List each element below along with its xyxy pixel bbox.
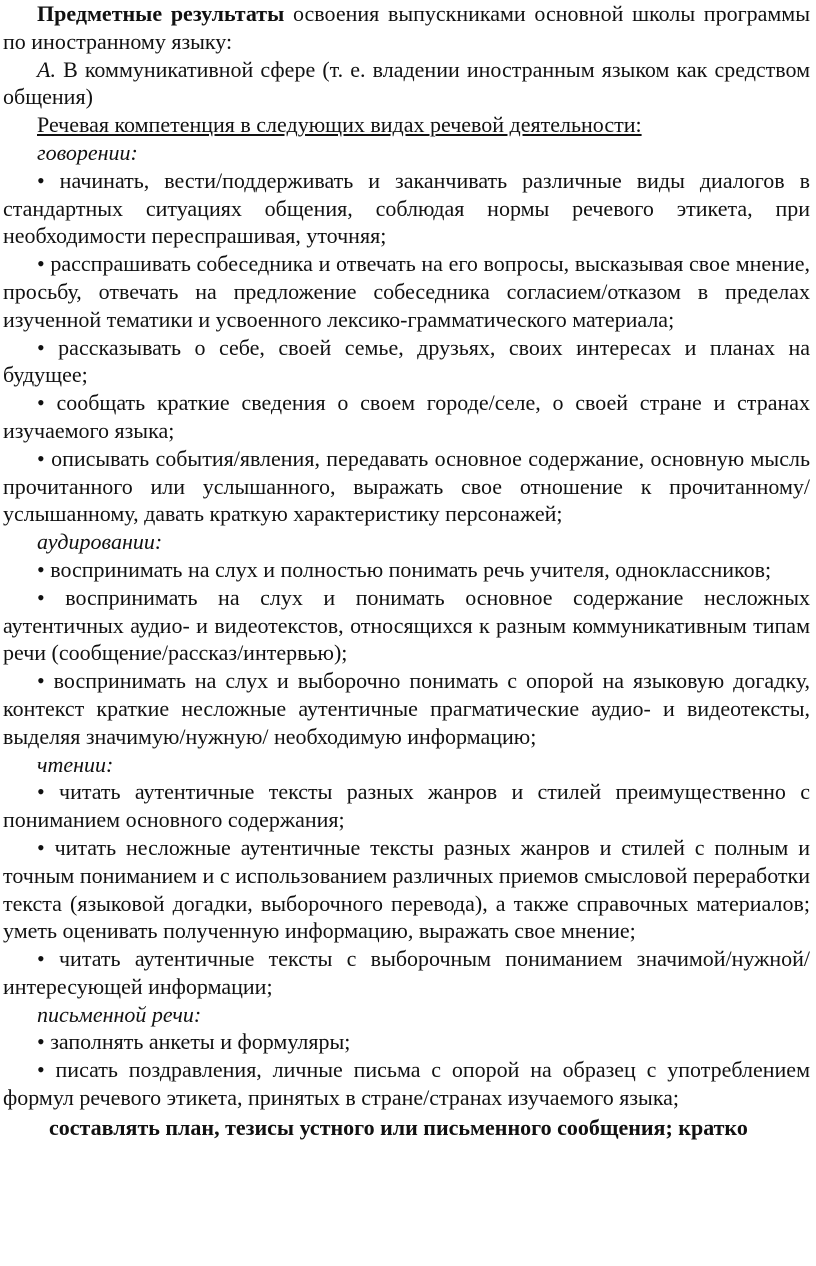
list-item: • воспринимать на слух и полностью понимать речь учителя, одноклассников; — [37, 556, 772, 582]
intro-paragraph — [3, 0, 810, 56]
list-item: • воспринимать на слух и понимать основное содержание несложных аутентичных аудио- и видеотекстов, относящихся к разным коммуникативным типам речи (сообщение/рассказ/интервью); — [3, 584, 810, 666]
list-item: • писать поздравления, личные письма с опорой на образец с употреблением формул речевого этикета, принятых в стране/странах изучаемого языка; — [3, 1057, 810, 1111]
last-line: составлять план, тезисы устного или письменного сообщения; кратко — [49, 1114, 748, 1140]
intro-text: освоения выпускниками основной школы программы по иностранному языку: — [3, 1, 810, 54]
section-a-paragraph — [3, 56, 810, 112]
list-item: • воспринимать на слух и выборочно понимать с опорой на языковую догадку, контекст краткие несложные аутентичные прагматические аудио- и видеотексты, выделяя значимую/нужную/ необходимую информацию; — [3, 668, 810, 749]
competence-heading — [3, 111, 810, 139]
list-item: • читать несложные аутентичные тексты разных жанров и стилей с полным и точным пониманием и с использованием различных приемов смысловой переработки текста (языковой догадки, выборочного перевода), а также справочных материалов; уметь оценивать полученную информацию, выражать свое мнение; — [3, 834, 810, 944]
group-title-reading: чтении: — [37, 751, 114, 777]
competence-heading-text: Речевая компетенция в следующих видах речевой деятельности: — [37, 112, 642, 138]
group-title-writing: письменной речи: — [37, 1001, 202, 1027]
group-title-speaking: говорении: — [37, 139, 138, 165]
list-item: • описывать события/явления, передавать основное содержание, основную мысль прочитанного или услышанного, выражать свое отношение к прочитанному/услышанному, давать краткую характеристику персонажей; — [3, 445, 810, 527]
list-item: • читать аутентичные тексты разных жанров и стилей преимущественно с пониманием основного содержания; — [3, 779, 810, 833]
list-item: • читать аутентичные тексты с выборочным пониманием значимой/нужной/интересующей информации; — [3, 946, 810, 999]
group-title-listening: аудировании: — [37, 529, 163, 555]
section-a-text: В коммуникативной сфере (т. е. владении иностранным языком как средством общения) — [3, 56, 810, 110]
list-item: • расспрашивать собеседника и отвечать на его вопросы, высказывая свое мнение, просьбу, отвечать на предложение собеседника согласием/отказом в пределах изученной тематики и усвоенного лексико-грамматического материала; — [3, 251, 810, 332]
section-a-letter: А. — [37, 56, 56, 82]
intro-bold-lead: Предметные результаты — [37, 1, 285, 26]
list-item: • рассказывать о себе, своей семье, друзьях, своих интересах и планах на будущее; — [3, 334, 810, 388]
list-item: • начинать, вести/поддерживать и заканчивать различные виды диалогов в стандартных ситуациях общения, соблюдая нормы речевого этикета, при необходимости переспрашивая, уточняя; — [3, 167, 810, 249]
list-item: • сообщать краткие сведения о своем городе/селе, о своей стране и странах изучаемого языка; — [3, 390, 810, 443]
list-item: • заполнять анкеты и формуляры; — [37, 1029, 351, 1055]
